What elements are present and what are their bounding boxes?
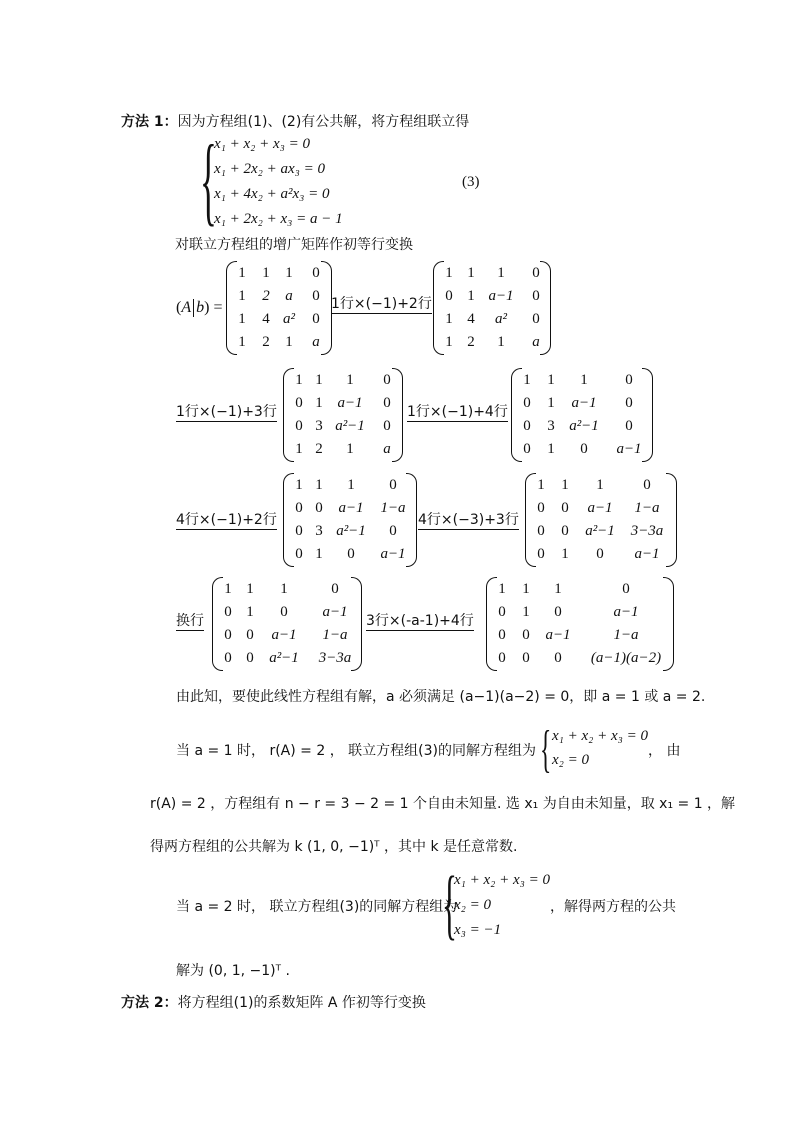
matrix-cell: 1 (445, 265, 453, 281)
matrix-7 (486, 577, 674, 671)
left-paren (283, 473, 294, 567)
matrix-cell: 0 (295, 500, 303, 516)
system-3 (200, 124, 400, 235)
matrix-cell: 0 (523, 395, 531, 411)
matrix-cell: a (285, 288, 293, 304)
matrix-2 (283, 368, 403, 462)
system-brace: { (200, 124, 217, 235)
case1-brace: { (540, 721, 552, 778)
matrix-6 (212, 577, 362, 671)
matrix-cell: 1 (295, 372, 303, 388)
method1-line (121, 113, 469, 131)
matrix-cell: 0 (554, 604, 562, 620)
matrix-cell: 0 (523, 418, 531, 434)
matrix-cell: 1 (295, 441, 303, 457)
op-1: 1行×(−1)+2行 (331, 296, 432, 312)
matrix-cell: 1 (262, 265, 270, 281)
matrix-0 (226, 261, 332, 355)
left-paren (525, 473, 536, 567)
case2-lead: 当 a = 2 时， 联立方程组(3)的同解方程组为 (176, 899, 458, 915)
op-6: 换行 (176, 613, 204, 629)
matrix-cell: 0 (523, 441, 531, 457)
matrix-cell: 2 (262, 288, 270, 304)
case2-eq-2: x₂ = 0 (454, 897, 491, 913)
matrix-cell: a² (495, 311, 507, 327)
matrix-cell: 0 (295, 395, 303, 411)
matrix-cell: 4 (467, 311, 475, 327)
matrix-cell: 0 (246, 627, 254, 643)
matrix-cell: 1 (445, 311, 453, 327)
matrix-cell: 1 (280, 581, 288, 597)
case2-line2: 解为 (0, 1, −1)ᵀ . (176, 963, 290, 979)
right-paren (663, 577, 674, 671)
matrix-cell: 0 (643, 477, 651, 493)
matrix-cell: 0 (383, 395, 391, 411)
matrix-cell: 0 (554, 650, 562, 666)
matrix-cell: 3−3a (630, 523, 664, 539)
matrix-cell: 1 (224, 581, 232, 597)
left-paren (283, 368, 294, 462)
matrix-cell: 0 (383, 372, 391, 388)
matrix-cell: 0 (522, 650, 530, 666)
matrix-cell: 1 (537, 477, 545, 493)
right-paren (406, 473, 417, 567)
matrix-cell: 1 (445, 334, 453, 350)
matrix-cell: 0 (295, 546, 303, 562)
matrix-cell: 1−a (322, 627, 348, 643)
matrix-cell: a²−1 (585, 523, 615, 539)
matrix-cell: 0 (295, 523, 303, 539)
matrix-cell: 1 (561, 477, 569, 493)
matrix-cell: 1 (497, 265, 505, 281)
matrix-cell: 0 (561, 523, 569, 539)
matrix-cell: 1 (315, 395, 323, 411)
matrix-cell: 3 (315, 418, 323, 434)
matrix-cell: 0 (625, 372, 633, 388)
case1-line3: 得两方程组的公共解为 k (1, 0, −1)ᵀ ，其中 k 是任意常数. (150, 839, 518, 855)
matrix-cell: 1 (554, 581, 562, 597)
matrix-cell: 1 (547, 395, 555, 411)
matrix-cell: 1 (522, 604, 530, 620)
matrix-cell: 0 (596, 546, 604, 562)
case2-brace: { (442, 860, 457, 947)
matrix-cell: 1 (246, 581, 254, 597)
matrix-cell: a²−1 (569, 418, 599, 434)
matrix-1 (433, 261, 551, 355)
matrix-cell: 1 (238, 334, 246, 350)
matrix-cell: 1 (467, 288, 475, 304)
matrix-cell: 0 (280, 604, 288, 620)
matrix-cell: 3 (547, 418, 555, 434)
method2-line (121, 994, 426, 1012)
right-paren (540, 261, 551, 355)
matrix-cell: a−1 (613, 604, 639, 620)
matrix-cell: a²−1 (336, 523, 366, 539)
matrix-cell: 0 (561, 500, 569, 516)
matrix-4 (283, 473, 417, 567)
left-paren (486, 577, 497, 671)
op-5: 4行×(−3)+3行 (418, 512, 519, 528)
system-eq-2: x₁ + 2x₂ + ax₃ = 0 (214, 161, 325, 177)
case1-eq-2: x₂ = 0 (552, 752, 589, 768)
op-7: 3行×(-a-1)+4行 (366, 613, 474, 629)
matrix-cell: 0 (224, 627, 232, 643)
matrix-cell: 1 (346, 372, 354, 388)
right-paren (666, 473, 677, 567)
matrix-cell: 1−a (380, 500, 406, 516)
matrix-cell: a²−1 (335, 418, 365, 434)
matrix-cell: 3−3a (318, 650, 352, 666)
matrix-cell: 1 (295, 477, 303, 493)
right-paren (642, 368, 653, 462)
matrix-cell: 1 (346, 441, 354, 457)
method2-text: 将方程组(1)的系数矩阵 A 作初等行变换 (177, 995, 426, 1011)
matrix-cell: 0 (622, 581, 630, 597)
matrix-cell: a (312, 334, 320, 350)
matrix-cell: 0 (522, 627, 530, 643)
matrix-cell: 0 (383, 418, 391, 434)
matrix-cell: 0 (537, 523, 545, 539)
matrix-cell: 1 (522, 581, 530, 597)
system-label: (3) (462, 174, 480, 190)
matrix-cell: a² (283, 311, 295, 327)
matrix-cell: 0 (498, 627, 506, 643)
matrix-cell: 0 (224, 650, 232, 666)
matrix-cell: 1 (315, 546, 323, 562)
right-paren (392, 368, 403, 462)
matrix-cell: 1 (547, 441, 555, 457)
matrix-cell: a−1 (380, 546, 406, 562)
case1-line2: r(A) = 2 ，方程组有 n − r = 3 − 2 = 1 个自由未知量. 选 x₁ 为自由未知量，取 x₁ = 1 ，解 (150, 796, 736, 812)
matrix-cell: 2 (315, 441, 323, 457)
method2-heading: 方法 2： (121, 995, 178, 1011)
matrix-cell: 1 (315, 477, 323, 493)
op-3: 1行×(−1)+4行 (407, 404, 508, 420)
case1-tail: ， 由 (648, 743, 681, 759)
matrix-cell: 0 (580, 441, 588, 457)
matrix-cell: 1 (238, 288, 246, 304)
matrix-cell: a−1 (488, 288, 514, 304)
case2-tail: ，解得两方程的公共 (550, 899, 676, 915)
matrix-cell: 1−a (634, 500, 660, 516)
matrix-cell: 0 (498, 604, 506, 620)
matrix-cell: a−1 (337, 395, 363, 411)
matrix-cell: a−1 (545, 627, 571, 643)
op-2: 1行×(−1)+3行 (176, 404, 277, 420)
matrix-cell: 0 (315, 500, 323, 516)
matrix-cell: a−1 (616, 441, 642, 457)
case2-eq-3: x₃ = −1 (454, 922, 502, 938)
matrix-cell: 0 (312, 265, 320, 281)
matrix-cell: 0 (625, 418, 633, 434)
matrix-cell: 0 (537, 500, 545, 516)
left-paren (226, 261, 237, 355)
matrix-cell: a (532, 334, 540, 350)
method1-heading: 方法 1： (121, 114, 178, 130)
matrix-cell: 0 (537, 546, 545, 562)
method1-intro: 因为方程组(1)、(2)有公共解，将方程组联立得 (177, 114, 470, 130)
case2-system (442, 860, 562, 947)
matrix-cell: 1 (238, 265, 246, 281)
matrix-cell: 1 (246, 604, 254, 620)
matrix-cell: 0 (532, 288, 540, 304)
matrix-cell: 1 (497, 334, 505, 350)
system-eq-1: x₁ + x₂ + x₃ = 0 (214, 136, 310, 152)
matrix-cell: 0 (246, 650, 254, 666)
system-eq-3: x₁ + 4x₂ + a²x₃ = 0 (214, 186, 330, 202)
transform-intro: 对联立方程组的增广矩阵作初等行变换 (175, 237, 413, 253)
matrix-cell: 0 (498, 650, 506, 666)
matrix-cell: 1 (547, 372, 555, 388)
matrix-cell: 0 (389, 477, 397, 493)
matrix-cell: 0 (312, 311, 320, 327)
matrix-cell: 0 (224, 604, 232, 620)
matrix-cell: 1 (561, 546, 569, 562)
matrix-cell: 1 (285, 334, 293, 350)
matrix-cell: 0 (625, 395, 633, 411)
matrix-cell: 1 (315, 372, 323, 388)
matrix-cell: a−1 (338, 500, 364, 516)
matrix-cell: a−1 (322, 604, 348, 620)
matrix-cell: a−1 (571, 395, 597, 411)
matrix-3 (511, 368, 653, 462)
case1-eq-1: x₁ + x₂ + x₃ = 0 (552, 728, 648, 744)
matrix-cell: a−1 (271, 627, 297, 643)
augmented-label: (A b) = (176, 299, 223, 316)
matrix-cell: 1−a (613, 627, 639, 643)
matrix-cell: 1 (523, 372, 531, 388)
matrix-cell: 0 (312, 288, 320, 304)
matrix-cell: a−1 (587, 500, 613, 516)
matrix-cell: 0 (331, 581, 339, 597)
conclusion: 由此知，要使此线性方程组有解，a 必须满足 (a−1)(a−2) = 0，即 a = 1 或 a = 2. (176, 689, 706, 705)
left-paren (212, 577, 223, 671)
matrix-cell: 0 (389, 523, 397, 539)
right-paren (351, 577, 362, 671)
case1-system (540, 721, 650, 778)
matrix-cell: 0 (445, 288, 453, 304)
matrix-cell: 0 (532, 265, 540, 281)
matrix-cell: 1 (580, 372, 588, 388)
matrix-cell: 3 (315, 523, 323, 539)
matrix-5 (525, 473, 677, 567)
matrix-cell: 1 (498, 581, 506, 597)
matrix-cell: 2 (467, 334, 475, 350)
op-4: 4行×(−1)+2行 (176, 512, 277, 528)
matrix-cell: 1 (467, 265, 475, 281)
matrix-cell: 1 (238, 311, 246, 327)
left-paren (511, 368, 522, 462)
matrix-cell: a²−1 (269, 650, 299, 666)
matrix-cell: (a−1)(a−2) (590, 650, 662, 666)
matrix-cell: 1 (596, 477, 604, 493)
matrix-cell: 2 (262, 334, 270, 350)
matrix-cell: a (383, 441, 391, 457)
case2-eq-1: x₁ + x₂ + x₃ = 0 (454, 872, 550, 888)
case1-lead: 当 a = 1 时， r(A) = 2 ， 联立方程组(3)的同解方程组为 (176, 743, 536, 759)
matrix-cell: a−1 (634, 546, 660, 562)
left-paren (433, 261, 444, 355)
system-eq-4: x₁ + 2x₂ + x₃ = a − 1 (214, 211, 343, 227)
matrix-cell: 0 (295, 418, 303, 434)
matrix-cell: 0 (532, 311, 540, 327)
matrix-cell: 4 (262, 311, 270, 327)
matrix-cell: 1 (347, 477, 355, 493)
matrix-cell: 1 (285, 265, 293, 281)
matrix-cell: 0 (347, 546, 355, 562)
